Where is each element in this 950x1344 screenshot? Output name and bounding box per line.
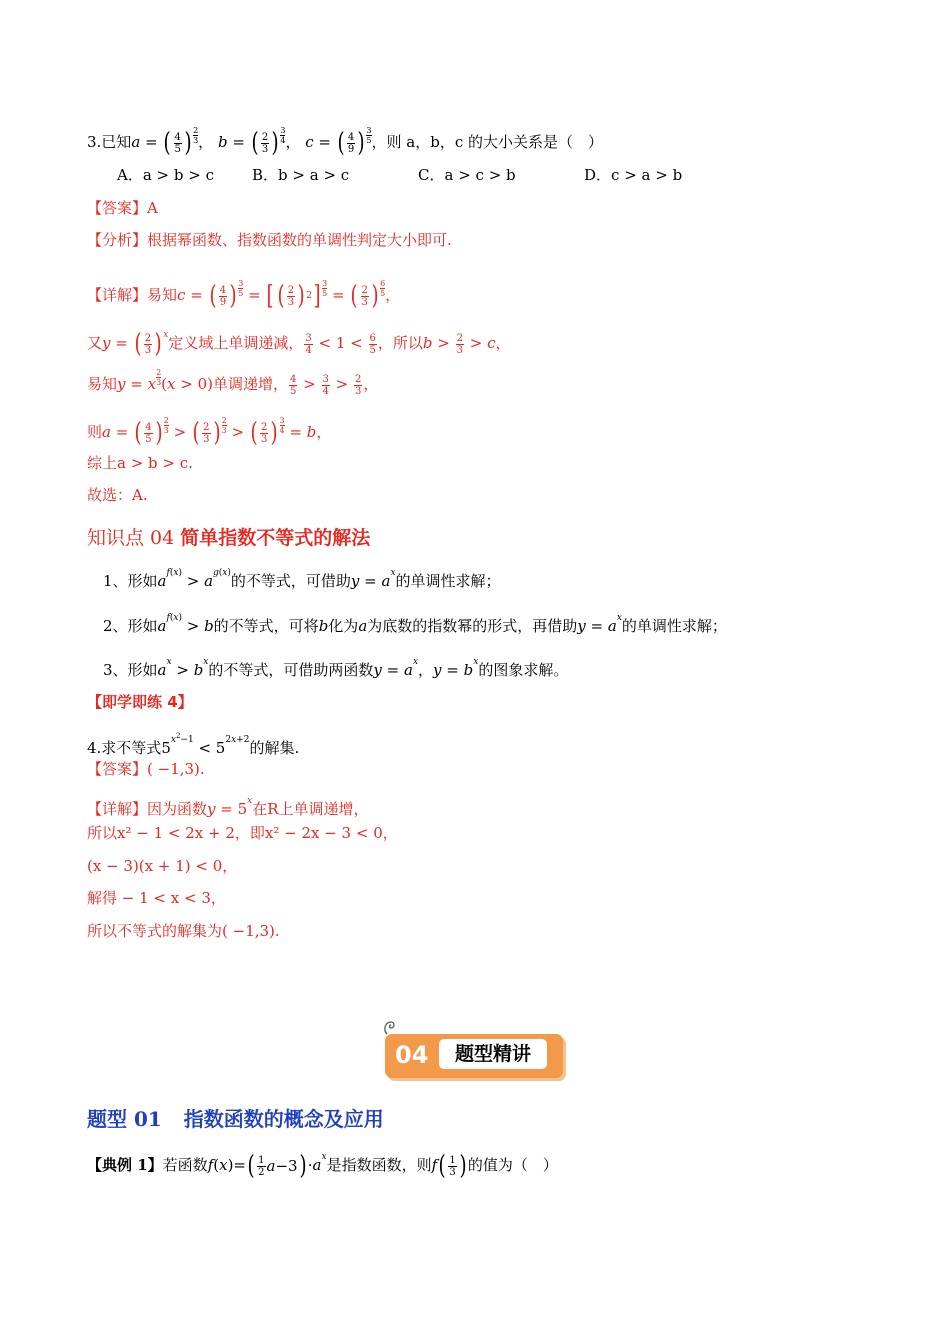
section-heading: 题型 01 指数函数的概念及应用: [87, 1107, 384, 1131]
banner-number: 04: [395, 1041, 429, 1069]
practice-answer: 【答案】( −1,3).: [87, 760, 205, 778]
q3-detail-line2: 又y = ( $\frac{2}{3}$ ) $^x$定义域上单调递减， $\frac{3}{4}$ < 1 < $\frac{6}{5}$ ，所以b > $\frac{2}{3}$ > c，: [87, 329, 511, 359]
q3-detail-line1: 【详解】易知c = ( $\frac{4}{9}$ ) $\frac{3}{5}$ = [ ( $\frac{2}{3}$ ) 2 ] $\frac{3}{5}$ = ( $\frac{2}{3}$ ) $\frac{6}{5}$ ，: [87, 279, 401, 311]
q3-detail-line4: 则a = ( $\frac{4}{5}$ ) $\frac{2}{3}$ > ( $\frac{2}{3}$ ) $\frac{2}{3}$ > ( $\frac{2}{3}$ ) $\frac{3}{4}$ = b，: [87, 416, 332, 448]
q3-answer: 【答案】A: [87, 199, 158, 217]
q3-analysis: 【分析】根据幂函数、指数函数的单调性判定大小即可.: [87, 231, 452, 249]
banner-label: 题型精讲: [439, 1039, 547, 1069]
example-1: 【典例 1】若函数f(x)= ( $\frac{1}{2}$ a −3 ) $\cdot a^x$是指数函数，则f ( $\frac{1}{3}$ ) 的值为（ ）: [87, 1151, 558, 1181]
knowledge-item-2: 2、形如$a^{f(x)} > b$的不等式，可将b化为a为底数的指数幂的形式，再借助$y = a^x$的单调性求解；: [103, 613, 727, 635]
q3-option-d: D．c > a > b: [584, 166, 683, 184]
practice-question: 4.求不等式$5^{x^2-1} < 5^{2x+2}$的解集.: [87, 732, 300, 757]
q3-stem: 3.已知a = ( $\frac{4}{5}$ ) $\frac{2}{3}$ ， b = ( $\frac{2}{3}$ ) $\frac{3}{4}$ ， c = ( $\frac{4}{9}$ ) $\frac{3}{5}$ ，则 a，b，c 的大小关系是（ ）: [87, 126, 603, 158]
example-label: 【典例 1】: [87, 1156, 163, 1174]
knowledge-point-heading: 知识点 04 简单指数不等式的解法: [87, 527, 371, 549]
q3-option-c: C．a > c > b: [418, 166, 516, 184]
practice-detail-line2: 所以x² − 1 < 2x + 2，即x² − 2x − 3 < 0，: [87, 824, 398, 842]
practice-detail-line1: 【详解】因为函数$y = 5^x$在R上单调递增，: [87, 796, 369, 818]
q3-option-b: B．b > a > c: [252, 166, 350, 184]
knowledge-item-3: 3、形如$a^x > b^x$的不等式，可借助两函数$y = a^x$，$y = b^x$的图象求解。: [103, 657, 569, 679]
section-banner: [385, 1030, 567, 1082]
q3-option-a: A．a > b > c: [117, 166, 214, 184]
q3-stem-end: ，则 a，b，c 的大小关系是（ ）: [371, 133, 603, 151]
knowledge-item-1: 1、形如$a^{f(x)} > a^{g(x)}$的不等式，可借助$y = a^x$的单调性求解；: [103, 568, 501, 590]
q3-detail-line5: 综上a > b > c.: [87, 454, 193, 472]
practice-detail-line3: (x − 3)(x + 1) < 0，: [87, 857, 238, 875]
q3-detail-line3: 易知y = x $\frac{2}{3}$ (x > 0)单调递增， $\frac{4}{5}$ > $\frac{3}{4}$ > $\frac{2}{3}$ ，: [87, 368, 379, 397]
practice-title: 【即学即练 4】: [87, 693, 193, 711]
practice-detail-line5: 所以不等式的解集为( −1,3).: [87, 922, 280, 940]
q3-prefix: 3.已知: [87, 133, 132, 151]
q3-detail-line6: 故选：A.: [87, 486, 148, 504]
practice-detail-line4: 解得 − 1 < x < 3，: [87, 889, 226, 907]
